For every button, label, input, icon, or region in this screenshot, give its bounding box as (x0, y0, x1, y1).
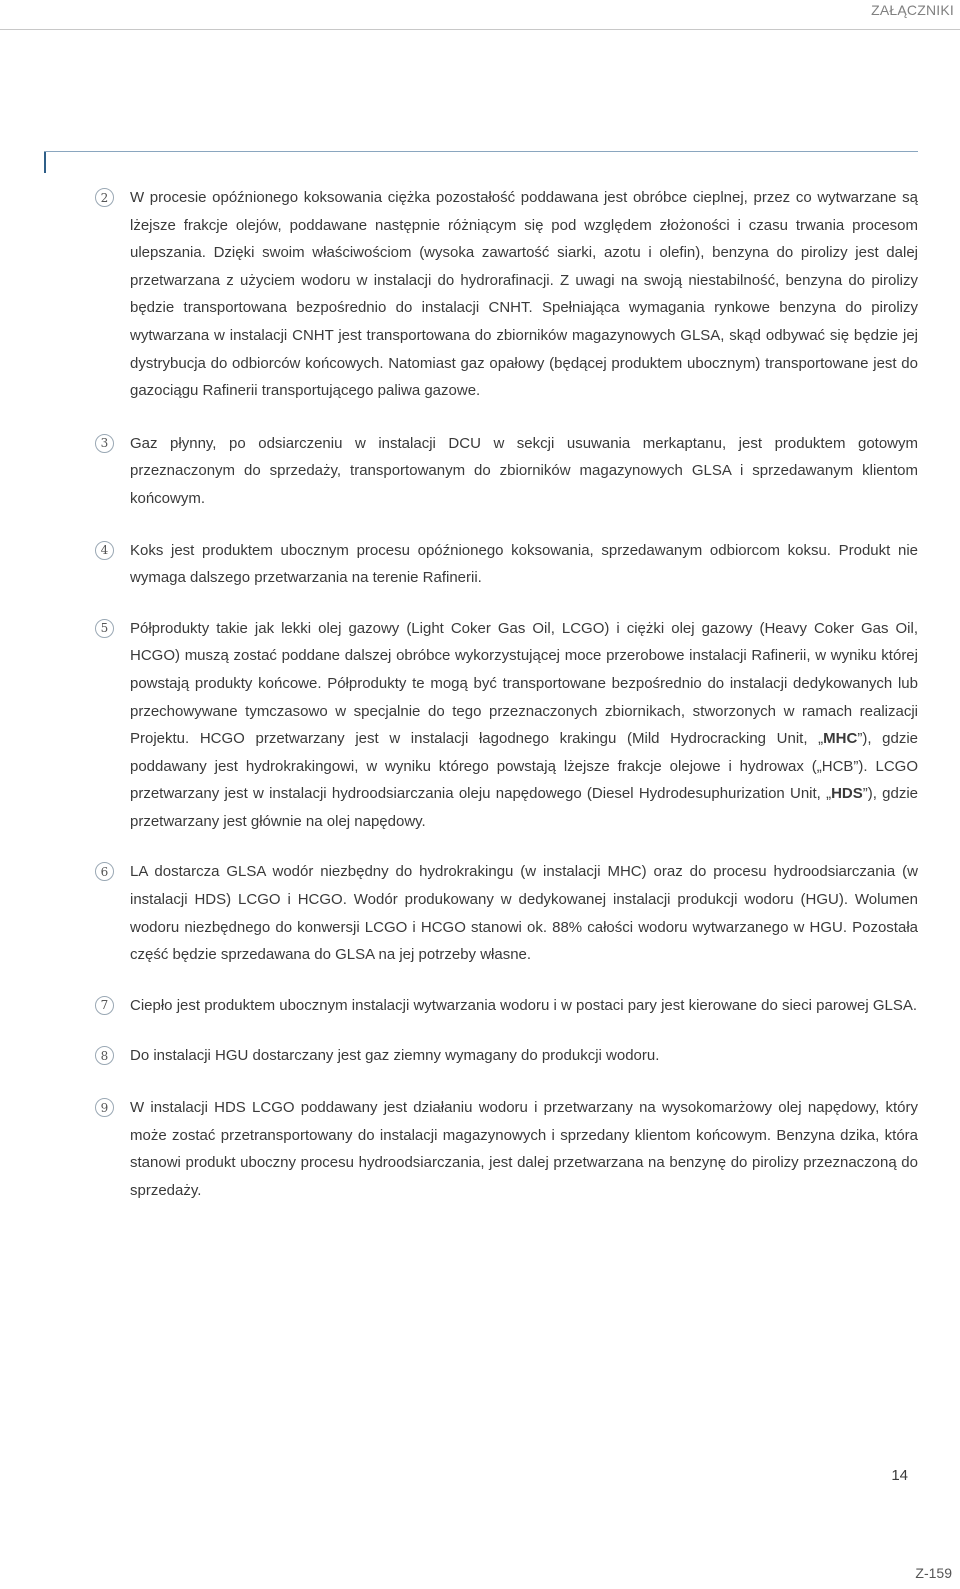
paragraph-5 (100, 615, 918, 836)
paragraph-number-badge: 6 (95, 862, 114, 881)
paragraph-number-badge: 3 (95, 434, 114, 453)
paragraph-number-badge: 7 (95, 996, 114, 1015)
paragraph-9 (100, 1094, 918, 1204)
paragraph-text: LA dostarcza GLSA wodór niezbędny do hydrokrakingu (w instalacji MHC) oraz do procesu hydroodsiarczania (w instalacji HDS) LCGO i HCGO. Wodór produkowany w dedykowanej instalacji produkcji wodoru (HGU). Wolumen wodoru niezbędnego do konwersji LCGO i HCGO stanowi ok. 88% całości wodoru wytwarzanego w HGU. Pozostała część będzie sprzedawana do GLSA na jej potrzeby własne. (130, 863, 918, 964)
frame-corner-vertical (44, 151, 46, 173)
paragraph-text: Gaz płynny, po odsiarczeniu w instalacji DCU w sekcji usuwania merkaptanu, jest produktem gotowym przeznaczonym do sprzedaży, transportowanym do zbiorników magazynowych GLSA i sprzedawanym klientom końcowym. (130, 434, 918, 507)
paragraph-7 (100, 992, 918, 1020)
paragraph-text (130, 615, 918, 836)
page-code: Z-159 (915, 1565, 952, 1581)
bold-abbreviation-mhc: MHC (823, 730, 858, 748)
paragraph-text: Koks jest produktem ubocznym procesu opóźnionego koksowania, sprzedawanym odbiorcom koksu. Produkt nie wymaga dalszego przetwarzania na terenie Rafinerii. (130, 541, 918, 587)
paragraph-2 (100, 184, 918, 405)
paragraph-text: Ciepło jest produktem ubocznym instalacji wytwarzania wodoru i w postaci pary jest kierowane do sieci parowej GLSA. (130, 996, 918, 1014)
paragraph-text-part: Półprodukty takie jak lekki olej gazowy (Light Coker Gas Oil, LCGO) i ciężki olej gazowy (Heavy Coker Gas Oil, HCGO) muszą zostać poddane dalszej obróbce wykorzystującej moce przerobowe instalacji Rafinerii, w wyniku której powstają produkty końcowe. Półprodukty te mogą być transportowane bezpośrednio do instalacji dedykowanych lub przechowywane tymczasowo w specjalnie do tego przeznaczonych zbiornikach, stworzonych w ramach realizacji Projektu. HCGO przetwarzany jest w instalacji łagodnego krakingu (Mild Hydrocracking Unit, „ (130, 619, 918, 748)
paragraph-number-badge: 4 (95, 541, 114, 560)
paragraph-text: Do instalacji HGU dostarczany jest gaz ziemny wymagany do produkcji wodoru. (130, 1047, 660, 1065)
paragraph-8 (100, 1042, 918, 1070)
paragraph-text: W instalacji HDS LCGO poddawany jest działaniu wodoru i przetwarzany na wysokomarżowy olej napędowy, który może zostać przetransportowany do instalacji magazynowych i sprzedany klientom końcowym. Benzyna dzika, która stanowi produkt uboczny procesu hydroodsiarczania, jest dalej przetwarzana na benzynę do pirolizy przeznaczoną do sprzedaży. (130, 1099, 918, 1199)
paragraph-text-part: ”), gdzie poddawany jest hydrokrakingowi, w wyniku którego powstają lżejsze frakcje olejowe i hydrowax („HCB”). LCGO przetwarzany jest w instalacji hydroodsiarczania oleju napędowego (Diesel Hydrodesuphurization Unit, „ (130, 730, 918, 803)
paragraph-number-badge: 8 (95, 1046, 114, 1065)
paragraph-number-badge: 9 (95, 1098, 114, 1117)
paragraph-text: W procesie opóźnionego koksowania ciężka pozostałość poddawana jest obróbce cieplnej, przez co wytwarzane są lżejsze frakcje olejów, poddawane następnie różniącym się pod względem złożoności i czasu trwania procesom ulepszania. Dzięki swoim właściwościom (wysoka zawartość siarki, azotu i olefin), benzyna do pirolizy jest dalej przetwarzana z użyciem wodoru w instalacji do hydrorafinacji. Z uwagi na swoją niestabilność, benzyna do pirolizy będzie transportowana bezpośrednio do instalacji CNHT. Spełniająca wymagania rynkowe benzyna do pirolizy wytwarzana w instalacji CNHT jest transportowana do zbiorników magazynowych GLSA, skąd odbywać się będzie jej dystrybucja do odbiorców końcowych. Natomiast gaz opałowy (będącej produktem ubocznym) transportowane jest do gazociągu Rafinerii transportującego paliwa gazowe. (130, 189, 918, 400)
document-body (100, 184, 918, 1204)
frame-top-rule (44, 151, 918, 152)
section-header-label: ZAŁĄCZNIKI (871, 2, 954, 18)
paragraph-number-badge: 2 (95, 188, 114, 207)
paragraph-number-badge: 5 (95, 619, 114, 638)
header-divider (0, 29, 960, 30)
paragraph-3 (100, 430, 918, 513)
page-number: 14 (891, 1467, 908, 1484)
paragraph-text-part: ”), gdzie przetwarzany jest głównie na olej napędowy. (130, 785, 918, 830)
bold-abbreviation-hds: HDS (831, 785, 863, 803)
paragraph-6 (100, 858, 918, 968)
paragraph-4 (100, 537, 918, 592)
